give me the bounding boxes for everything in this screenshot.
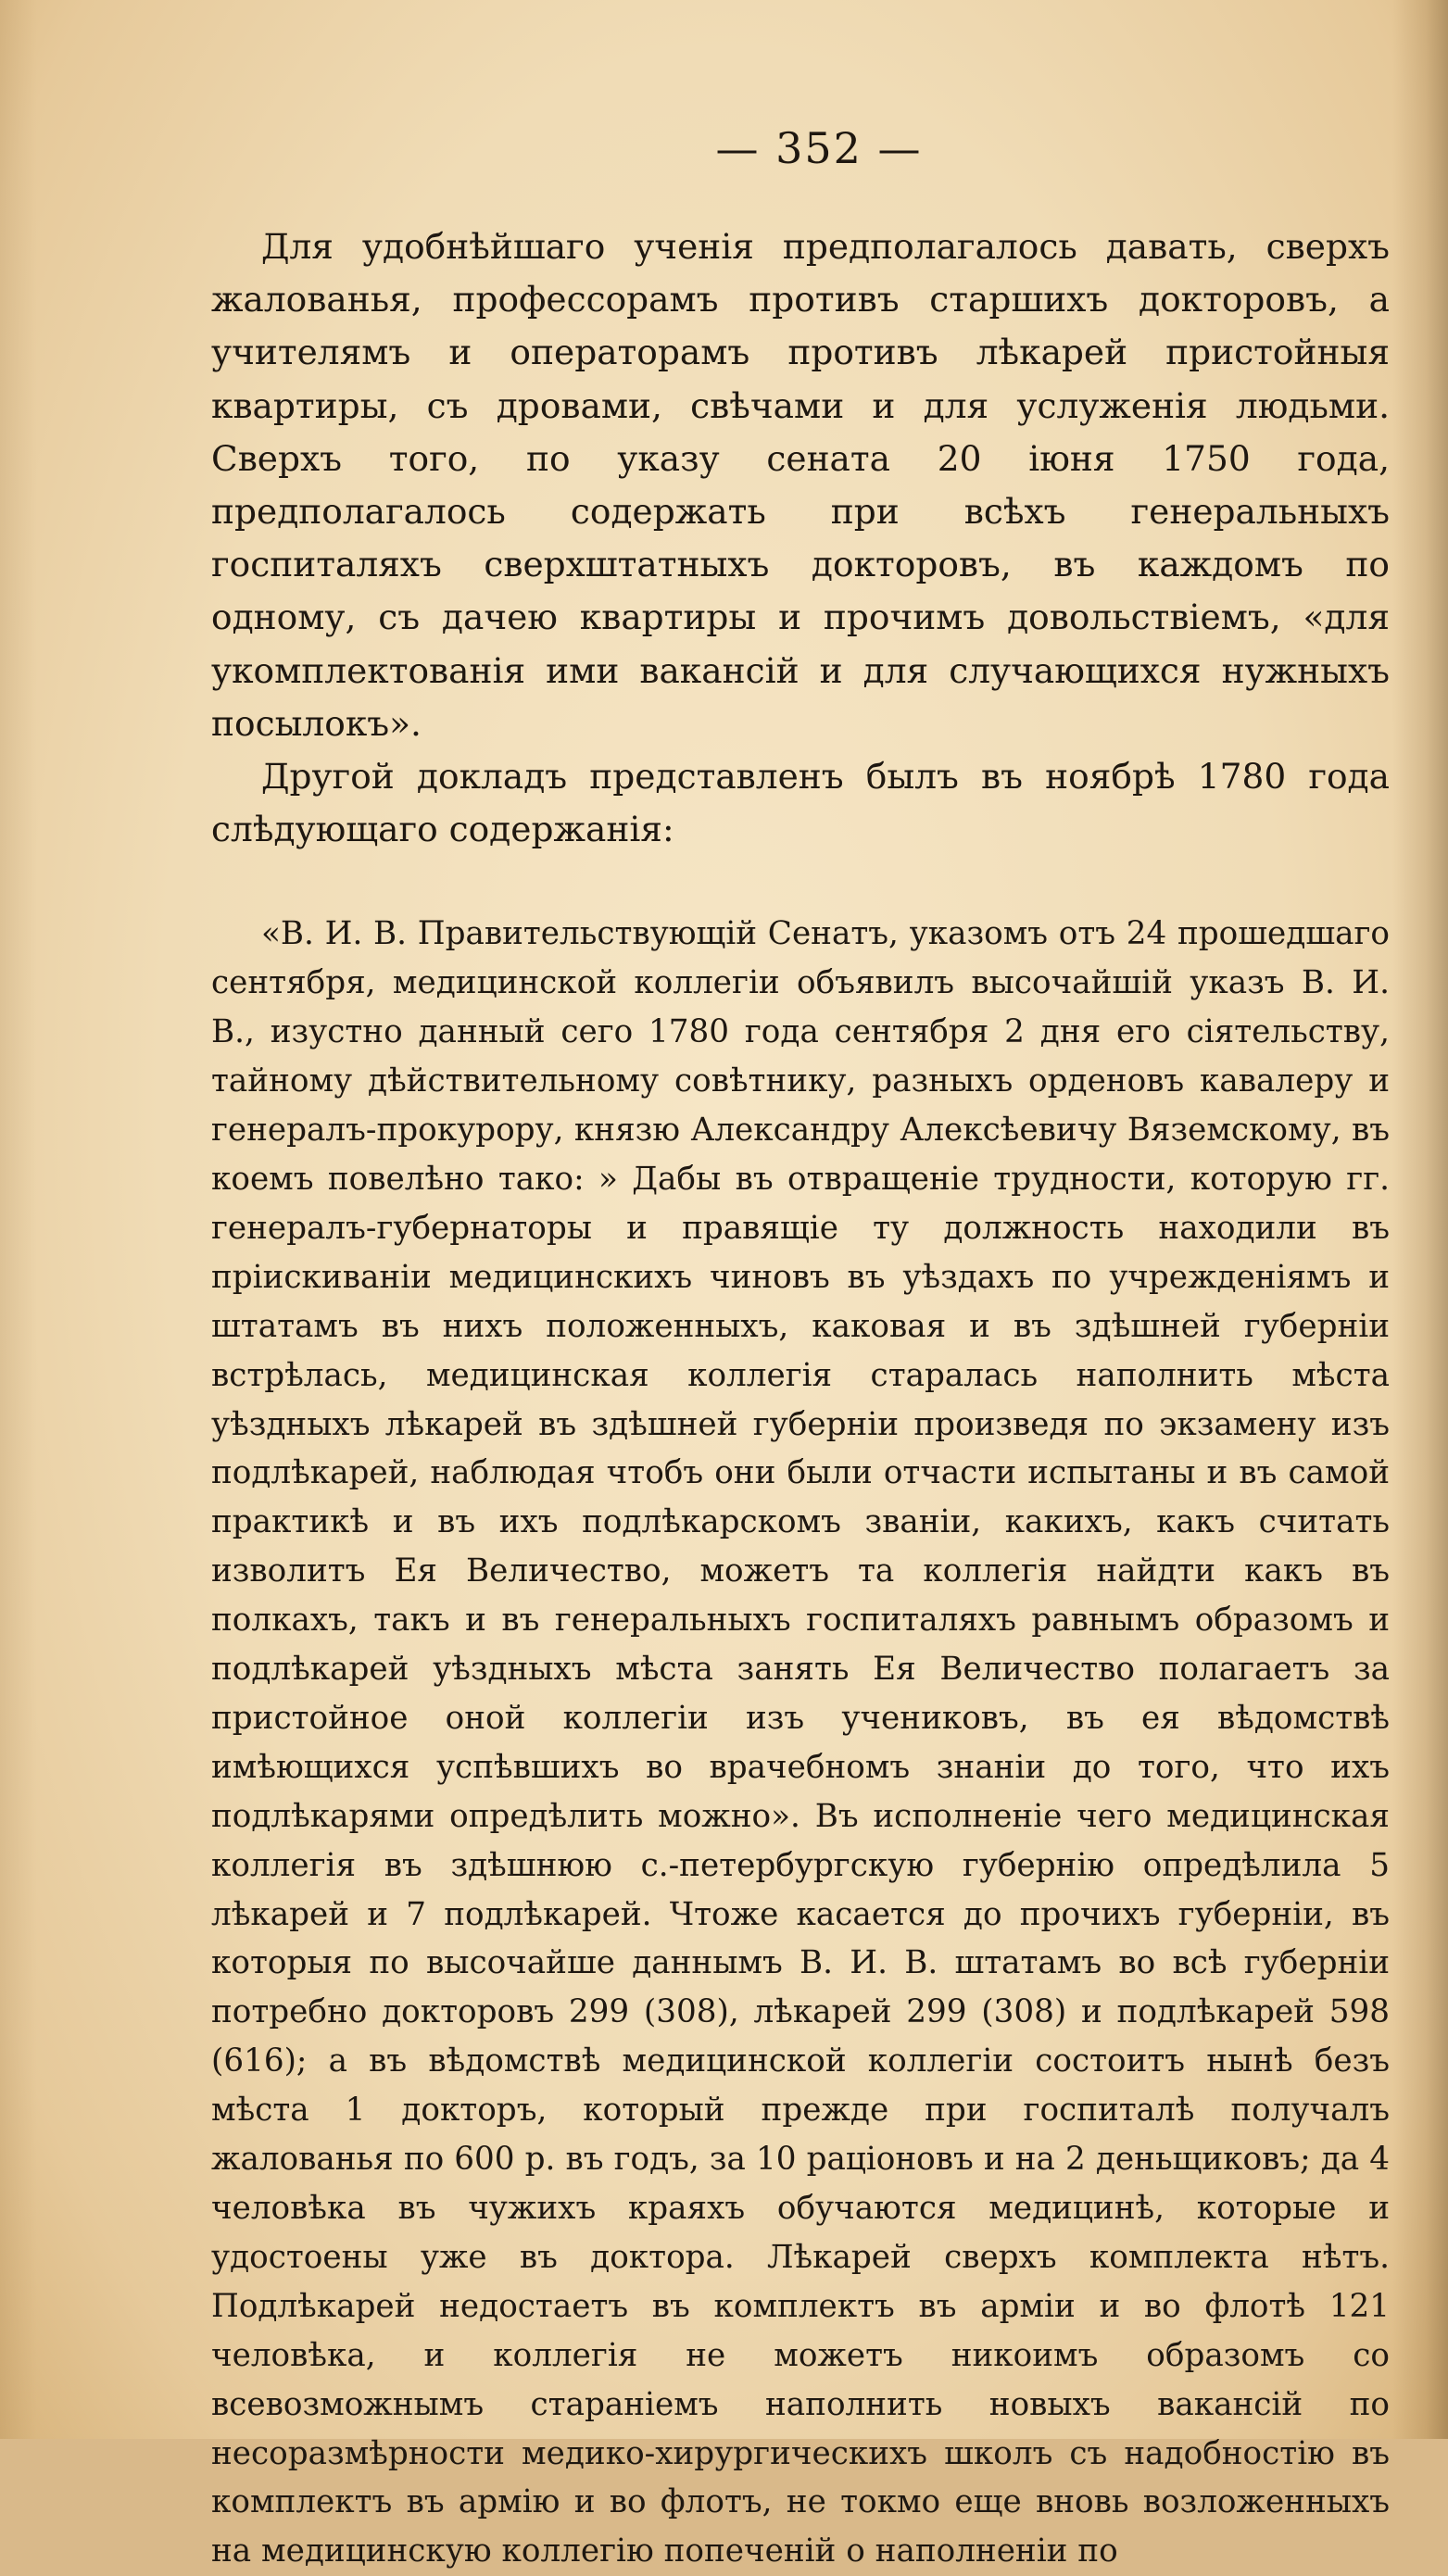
quoted-report: «В. И. В. Правительствующій Сенатъ, указомъ отъ 24 прошедшаго сентября, медицинской коллегіи объявилъ высочайшій указъ В. И. В., изустно данный сего 1780 года сентября 2 дня его сіятельству, тайному дѣйствительному совѣтнику, разныхъ орденовъ кавалеру и генералъ-прокурору, князю Александру Алексѣевичу Вяземскому, въ коемъ повелѣно тако: » Дабы въ отвращеніе трудности, которую гг. генералъ-губернаторы и правящіе ту должность находили въ пріискиваніи медицинскихъ чиновъ въ уѣздахъ по учрежденіямъ и штатамъ въ нихъ положенныхъ, каковая и въ здѣшней губерніи встрѣлась, медицинская коллегія старалась наполнить мѣста уѣздныхъ лѣкарей въ здѣшней губерніи произведя по экзамену изъ подлѣкарей, наблюдая чтобъ они были отчасти испытаны и въ самой практикѣ и въ ихъ подлѣкарскомъ званіи, какихъ, какъ считать изволитъ Ея Величество, можетъ та коллегія найдти какъ въ полкахъ, такъ и въ генеральныхъ госпиталяхъ равнымъ образомъ и подлѣкарей уѣздныхъ мѣста занять Ея Величество полагаетъ за пристойное оной коллегіи изъ учениковъ, въ ея вѣдомствѣ имѣющихся успѣвшихъ во врачебномъ знаніи до того, что ихъ подлѣкарями опредѣлить можно». Въ исполненіе чего медицинская коллегія въ здѣшнюю с.-петербургскую губернію опредѣлила 5 лѣкарей и 7 подлѣкарей. Чтоже касается до прочихъ губерніи, въ которыя по высочайше даннымъ В. И. В. штатамъ во всѣ губерніи потребно докторовъ 299 (308), лѣкарей 299 (308) и подлѣкарей 598 (616); а въ вѣдомствѣ медицинской коллегіи состоитъ нынѣ безъ мѣста 1 докторъ, который прежде при госпиталѣ получалъ жалованья по 600 р. въ годъ, за 10 раціоновъ и на 2 деньщиковъ; да 4 человѣка въ чужихъ краяхъ обучаются медицинѣ, которые и удостоены уже въ доктора. Лѣкарей сверхъ комплекта нѣтъ. Подлѣкарей недостаетъ въ комплектъ въ арміи и во флотѣ 121 человѣка, и коллегія не можетъ никоимъ образомъ со всевозможнымъ стараніемъ наполнить новыхъ вакансій по несоразмѣрности медико-хирургическихъ школъ съ надобностію въ комплектъ въ армію и во флотъ, не токмо еще вновь возложенныхъ на медицинскую коллегію попеченій о наполненіи по bbox=[211, 915, 1390, 2570]
paragraph-1: Для удобнѣйшаго ученія предполагалось давать, сверхъ жалованья, профессорамъ противъ старшихъ докторовъ, а учителямъ и операторамъ противъ лѣкарей пристойныя квартиры, съ дровами, свѣчами и для услуженія людьми. Сверхъ того, по указу сената 20 іюня 1750 года, предполагалось содержать при всѣхъ генеральныхъ госпиталяхъ сверхштатныхъ докторовъ, въ каждомъ по одному, съ дачею квартиры и прочимъ довольствіемъ, «для укомплектованія ими вакансій и для случающихся нужныхъ посылокъ». bbox=[211, 226, 1390, 744]
page-number: — 352 — bbox=[715, 123, 923, 173]
page-content bbox=[211, 111, 1390, 2576]
paragraph-2: Другой докладъ представленъ былъ въ ноябрѣ 1780 года слѣдующаго содержанія: bbox=[211, 756, 1390, 850]
